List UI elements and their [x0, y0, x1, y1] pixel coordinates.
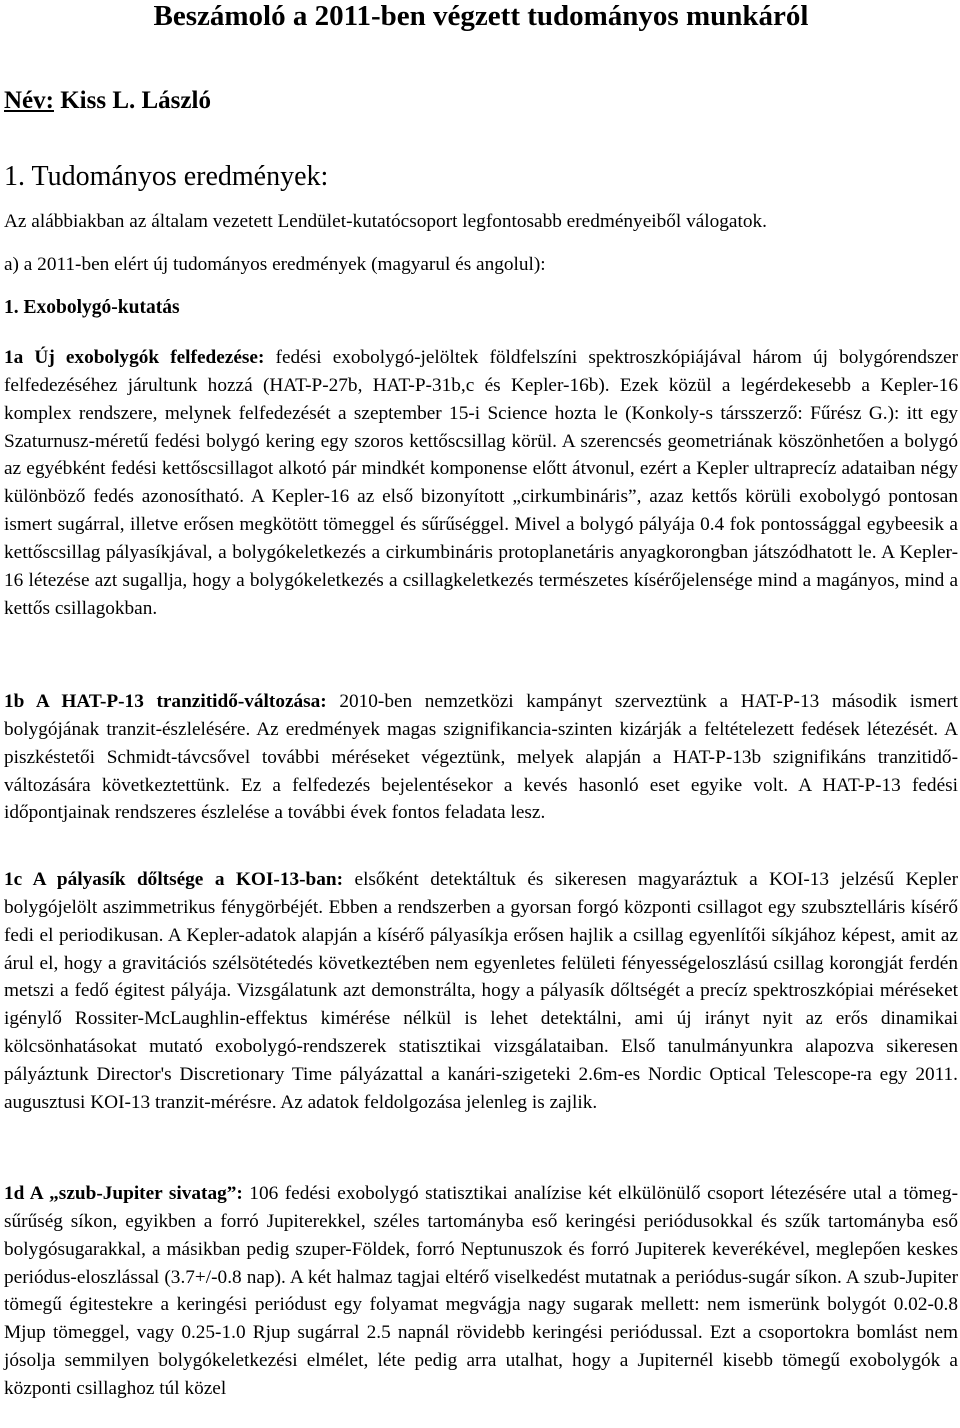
paragraph-1b-heading: 1b A HAT-P-13 tranzitidő-változása: [4, 691, 327, 712]
paragraph-1c [4, 866, 958, 1117]
paragraph-1b [4, 688, 958, 827]
paragraph-1d-text: 106 fedési exobolygó statisztikai analízise két elkülönülő csoport létezésére utal a tömeg-sűrűség síkon, egyikben a forró Jupiterekkel, széles tartományba eső keringési periódusokkal és szűk tartományba eső bolygósugarakkal, a másikban pedig szuper-Földek, forró Neptunuszok és forró Jupiterek keverékével, meglepően keskes periódus-eloszlással (3.7+/-0.8 nap). A két halmaz tagjai eltérő viselkedést mutatnak a periódus-sugár síkon. A szub-Jupiter tömegű égitestekre a keringési periódust egy folyamat megvágja nagy sugarak mellett: nem ismerünk bolygót 0.02-0.8 Mjup tömeggel, vagy 0.25-1.0 Rjup sugárral 2.5 napnál rövidebb keringési periódussal. Ezt a csoportokra bomlást nem jósolja semmilyen bolygókeletkezési elmélet, léte pedig arra utalhat, hogy a Jupiternél kisebb tömegű exobolygók a központi csillaghoz túl közel [4, 1183, 958, 1399]
paragraph-1d [4, 1180, 958, 1403]
paragraph-1a-text: fedési exobolygó-jelöltek földfelszíni spektroszkópiájával három új bolygórendszer felfedezéséhez járultunk hozzá (HAT-P-27b, HAT-P-31b,c és Kepler-16b). Ezek közül a legérdekesebb a Kepler-16 komplex rendszere, melynek felfedezését a szeptember 15-i Science hozta le (Konkoly-s társszerző: Fűrész G.): itt egy Szaturnusz-méretű fedési bolygó kering egy szoros kettőscsillag körül. A szerencsés geometriának köszönhetően a bolygó az egyébként fedési kettőscsillagot alkotó pár mindkét komponense előtt átvonul, ezért a Kepler ultraprecíz adataiban négy különböző fedés azonosítható. A Kepler-16 az első bizonyított „cirkumbináris”, azaz kettős körüli exobolygó pontosan ismert sugárral, illetve erősen megkötött tömeggel és sűrűséggel. Mivel a bolygó pályája 0.4 fok pontossággal egybeesik a kettőscsillag pályasíkjával, a bolygókeletkezés a cirkumbináris protoplanetáris anyagkorongban játszódhatott le. A Kepler-16 létezése azt sugallja, hogy a bolygókeletkezés a csillagkeletkezés természetes kísérőjelensége mind a magányos, mind a kettős csillagokban. [4, 347, 958, 619]
document-title: Beszámoló a 2011-ben végzett tudományos munkáról [153, 0, 809, 32]
name-label: Név: [4, 87, 54, 114]
paragraph-1c-heading: 1c A pályasík dőltsége a KOI-13-ban: [4, 869, 344, 890]
paragraph-1d-heading: 1d A „szub-Jupiter sivatag”: [4, 1183, 243, 1204]
section-title: 1. Tudományos eredmények: [4, 161, 329, 192]
intro-line-2: a) a 2011-ben elért új tudományos eredmények (magyarul és angolul): [4, 254, 546, 275]
paragraph-1b-text: 2010-ben nemzetközi kampányt szerveztünk a HAT-P-13 második ismert bolygójának tranzit-észlelésére. Az eredmények magas szignifikancia-szinten kizárják a feltételezett fedések létezését. A piszkéstetői Schmidt-távcsővel további méréseket végeztünk, melyek alapján a HAT-P-13b szignifikáns tranzitidő-változására következtettünk. Ez a felfedezés bejelentésekor a kevés hasonló eset egyike volt. A HAT-P-13 fedési időpontjainak rendszeres észlelése a további évek fontos feladata lesz. [4, 691, 958, 824]
paragraph-1a-heading: 1a Új exobolygók felfedezése: [4, 347, 265, 368]
intro-line-1: Az alábbiakban az általam vezetett Lendület-kutatócsoport legfontosabb eredményeiből válogatok. [4, 211, 767, 232]
author-line [4, 86, 211, 116]
name-value: Kiss L. László [60, 87, 211, 114]
subsection-title: 1. Exobolygó-kutatás [4, 297, 180, 318]
paragraph-1c-text: elsőként detektáltuk és sikeresen magyaráztuk a KOI-13 jelzésű Kepler bolygójelölt aszimmetrikus fénygörbéjét. Ebben a rendszerben a gyorsan forgó központi csillagot egy szubsztelláris kísérő fedi el periodikusan. A Kepler-adatok alapján a kísérő pályasíkja erősen hajlik a csillag egyenlítői síkjához képest, amit az árul el, hogy a gravitációs szélsötétedés következtében nem egyenletes felületi fényességeloszlású csillag korongját ferdén metszi a fedő égitest pályája. Vizsgálatunk azt demonstrálta, hogy a pályasík dőltségét a precíz spektroszkópiai méréseket igénylő Rossiter-McLaughlin-effektus kimérése nélkül is lehet detektálni, ami új irányt nyit az erős dinamikai kölcsönhatásokat mutató exobolygó-rendszerek statisztikai vizsgálataiban. Első tanulmányunkra alapozva sikeresen pályáztunk Director's Discretionary Time pályázattal a kanári-szigeteki 2.6m-es Nordic Optical Telescope-ra egy 2011. augusztusi KOI-13 tranzit-mérésre. Az adatok feldolgozása jelenleg is zajlik. [4, 869, 958, 1113]
paragraph-1a [4, 344, 958, 622]
